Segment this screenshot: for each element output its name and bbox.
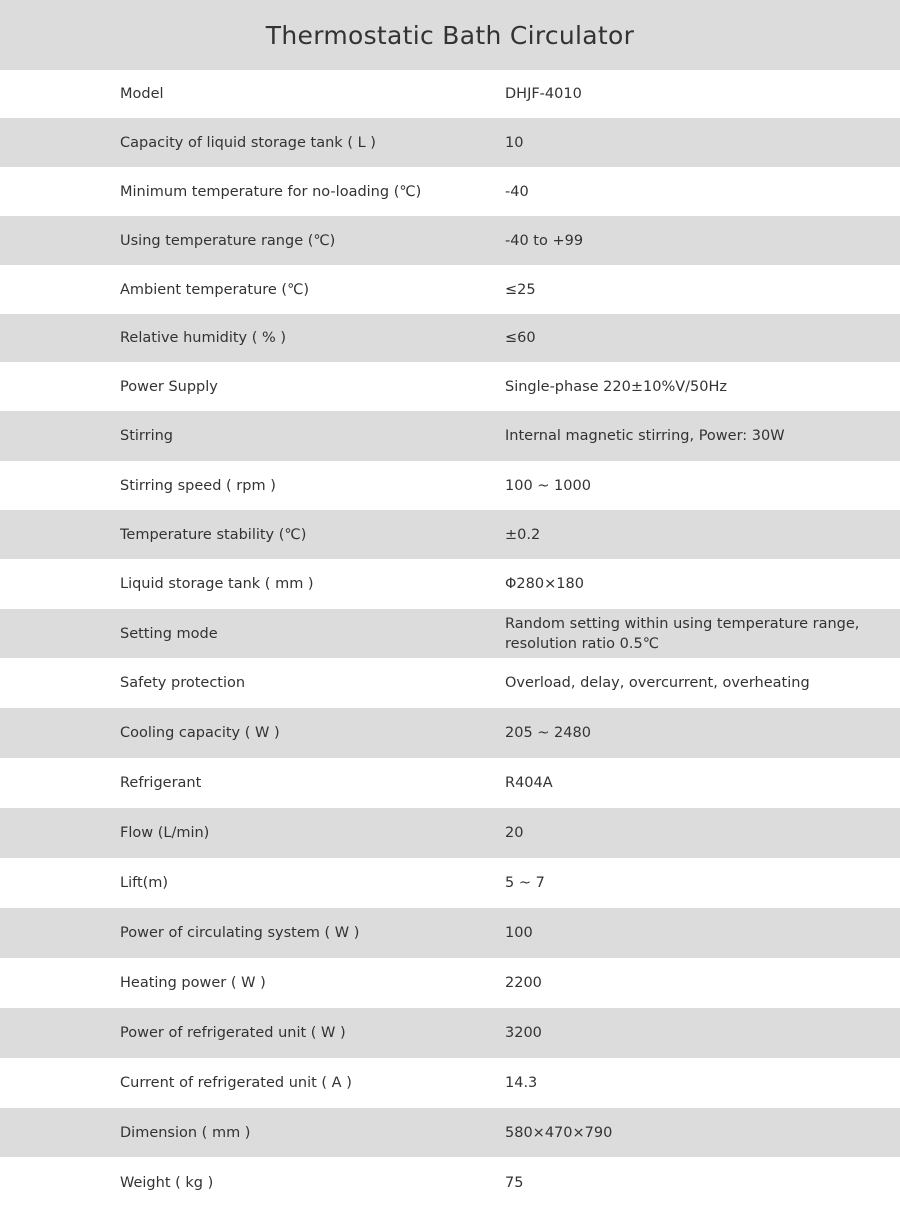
spec-value: Internal magnetic stirring, Power: 30W	[505, 428, 785, 444]
spec-value: 10	[505, 134, 524, 151]
table-row	[0, 1058, 900, 1108]
spec-label: Cooling capacity ( W )	[120, 725, 280, 741]
spec-value: Random setting within using temperature range, resolution ratio 0.5℃	[505, 615, 860, 652]
spec-label: Minimum temperature for no-loading (℃)	[120, 183, 422, 200]
spec-value: 5 ~ 7	[505, 875, 545, 891]
table-row	[0, 461, 900, 510]
table-row	[0, 216, 900, 265]
spec-value: R404A	[505, 775, 553, 791]
spec-label: Stirring speed ( rpm )	[120, 477, 276, 494]
spec-label: Power of refrigerated unit ( W )	[120, 1025, 346, 1041]
spec-label: Relative humidity ( % )	[120, 330, 287, 346]
spec-value: ≤60	[505, 330, 536, 346]
table-row	[0, 708, 900, 758]
spec-value: 100 ~ 1000	[505, 477, 591, 494]
table-row	[0, 1008, 900, 1058]
table-row	[0, 658, 900, 708]
spec-label: Safety protection	[120, 675, 246, 691]
spec-value: 205 ~ 2480	[505, 725, 591, 741]
table-row	[0, 908, 900, 958]
spec-label: Stirring	[120, 428, 174, 444]
table-row	[0, 510, 900, 559]
title-bar	[0, 0, 900, 70]
table-row	[0, 167, 900, 216]
spec-label: Heating power ( W )	[120, 975, 266, 991]
spec-label: Temperature stability (℃)	[120, 526, 307, 543]
table-row	[0, 758, 900, 808]
spec-label: Liquid storage tank ( mm )	[120, 576, 314, 592]
spec-label: Power Supply	[120, 378, 218, 395]
table-row	[0, 314, 900, 362]
table-row	[0, 411, 900, 461]
spec-label: Power of circulating system ( W )	[120, 925, 360, 941]
spec-value: -40 to +99	[505, 232, 584, 249]
spec-value: Overload, delay, overcurrent, overheating	[505, 675, 810, 691]
table-row	[0, 118, 900, 167]
table-row	[0, 1157, 900, 1208]
spec-value: 75	[505, 1174, 524, 1191]
spec-label: Capacity of liquid storage tank ( L )	[120, 134, 376, 151]
table-row	[0, 958, 900, 1008]
spec-label: Weight ( kg )	[120, 1174, 214, 1191]
spec-label: Refrigerant	[120, 775, 202, 791]
spec-label: Current of refrigerated unit ( A )	[120, 1075, 352, 1091]
spec-label: Ambient temperature (℃)	[120, 281, 310, 298]
spec-value: ±0.2	[505, 526, 541, 543]
spec-label: Using temperature range (℃)	[120, 232, 336, 249]
spec-value: 2200	[505, 975, 542, 991]
table-row	[0, 1108, 900, 1157]
table-row	[0, 858, 900, 908]
table-row	[0, 609, 900, 658]
spec-value: 3200	[505, 1025, 542, 1041]
spec-value: ≤25	[505, 281, 536, 298]
spec-value: Φ280×180	[505, 576, 584, 592]
spec-value: 14.3	[505, 1075, 538, 1091]
spec-label: Setting mode	[120, 625, 218, 642]
spec-value: -40	[505, 183, 529, 200]
spec-value: 580×470×790	[505, 1124, 613, 1141]
spec-label: Lift(m)	[120, 875, 169, 891]
spec-value: 20	[505, 825, 524, 841]
table-row	[0, 808, 900, 858]
table-row	[0, 362, 900, 411]
spec-label: Flow (L/min)	[120, 825, 210, 841]
page-title: Thermostatic Bath Circulator	[265, 20, 635, 50]
spec-value: 100	[505, 925, 533, 941]
spec-table	[0, 70, 900, 1208]
spec-label: Dimension ( mm )	[120, 1124, 251, 1141]
spec-value: Single-phase 220±10%V/50Hz	[505, 378, 727, 395]
spec-value: DHJF-4010	[505, 86, 582, 102]
table-row	[0, 559, 900, 609]
spec-label: Model	[120, 86, 164, 102]
table-row	[0, 70, 900, 118]
table-row	[0, 265, 900, 314]
